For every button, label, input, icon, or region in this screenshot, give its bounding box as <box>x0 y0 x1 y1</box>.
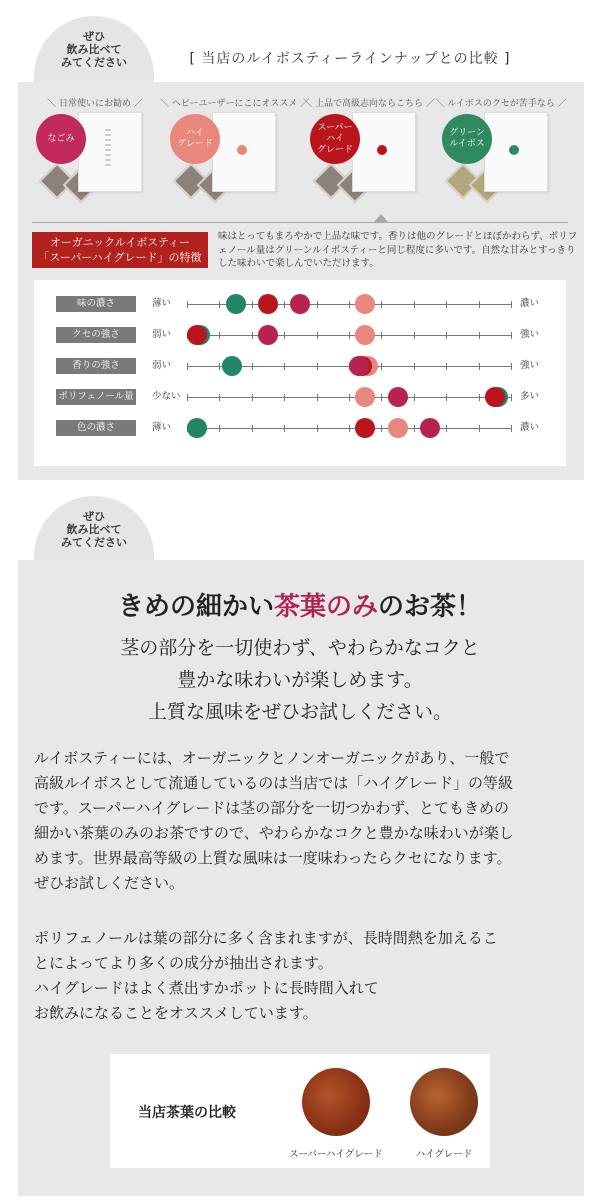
scale-tick <box>381 363 382 370</box>
scale-tick <box>349 332 350 339</box>
feature-label-line: オーガニックルイボスティー <box>49 236 191 249</box>
scale-tick <box>317 363 318 370</box>
scale-tick <box>479 394 480 401</box>
row-label: クセの強さ <box>56 327 136 343</box>
subheadline-line: 茎の部分を一切使わず、やわらかなコクと <box>120 637 480 659</box>
headline-accent: 茶葉のみ <box>273 592 378 622</box>
subheadline-line: 豊かな味わいが楽しめます。 <box>177 669 423 691</box>
rating-dot-nagomi <box>349 356 369 376</box>
rating-dot-nagomi <box>290 294 310 314</box>
scale-tick <box>187 301 188 308</box>
rating-dot-green-rooibos <box>187 418 207 438</box>
scale-tick <box>349 301 350 308</box>
scale-tick <box>187 394 188 401</box>
scale-high-label: 強い <box>520 329 540 340</box>
product-grade-badge: グリーン ルイボス <box>442 114 492 164</box>
scale-tick <box>511 394 512 401</box>
product-caption: ＼ ヘビーユーザーにこにオススメ ／ <box>160 99 310 109</box>
rating-dot-nagomi <box>258 325 278 345</box>
scale-high-label: 濃い <box>520 422 540 433</box>
product-package-image <box>212 112 276 192</box>
badge-line: 飲み比べて <box>66 42 122 56</box>
try-comparing-badge <box>34 496 154 562</box>
body-paragraph <box>34 926 574 1026</box>
leaf-caption: スーパーハイグレード <box>289 1149 383 1160</box>
scale-axis <box>187 397 511 398</box>
scale-tick <box>252 425 253 432</box>
scale-tick <box>284 301 285 308</box>
scale-tick <box>187 363 188 370</box>
product-caption: ＼ 日常使いにお勧め ／ <box>47 99 143 109</box>
scale-tick <box>381 425 382 432</box>
scale-tick <box>511 301 512 308</box>
scale-tick <box>479 332 480 339</box>
body-line: です。スーパーハイグレードは茎の部分を一切つかわず、とてもきめの <box>34 799 510 817</box>
feature-description: 味はとってもまろやかで上品な味です。香りは他のグレードとほぼかわらず、ポリフェノール量はグリーンルイボスティーと同じ程度に多いです。自然な甘みとすっきりした味わいで楽しんでいただけます。 <box>218 231 578 269</box>
scale-tick <box>414 394 415 401</box>
body-line: めます。世界最高等級の上質な風味は一度味わったらクセになります。 <box>34 849 512 867</box>
lineup-comparison-title: [ 当店のルイボスティーラインナップとの比較 ] <box>189 51 511 67</box>
scale-tick <box>219 332 220 339</box>
scale-tick <box>284 332 285 339</box>
scale-tick <box>414 363 415 370</box>
rating-dot-super-high-grade <box>258 294 278 314</box>
scale-tick <box>511 332 512 339</box>
scale-tick <box>446 425 447 432</box>
product-super-high-grade[interactable] <box>300 96 438 206</box>
scale-tick <box>317 394 318 401</box>
scale-high-label: 濃い <box>520 298 540 309</box>
body-line: ルイボスティーには、オーガニックとノンオーガニックがあり、一般で <box>34 749 510 767</box>
scale-tick <box>284 363 285 370</box>
scale-tick <box>284 425 285 432</box>
badge-line: ぜひ <box>83 509 105 523</box>
badge-line: みてください <box>61 55 127 69</box>
rating-dot-high-grade <box>388 418 408 438</box>
product-high-grade[interactable] <box>160 96 310 206</box>
scale-high-label: 強い <box>520 360 540 371</box>
rating-dot-green-rooibos <box>222 356 242 376</box>
rating-dot-high-grade <box>355 387 375 407</box>
scale-tick <box>511 363 512 370</box>
body-line: お飲みになることをオススメしています。 <box>34 1004 318 1022</box>
body-line: とによってより多くの成分が抽出されます。 <box>34 954 333 972</box>
scale-tick <box>479 301 480 308</box>
row-label: ポリフェノール量 <box>56 389 136 405</box>
scale-tick <box>479 425 480 432</box>
scale-low-label: 少ない <box>152 391 181 402</box>
characteristics-chart <box>34 280 566 466</box>
try-comparing-badge <box>34 16 154 82</box>
scale-low-label: 弱い <box>152 329 172 340</box>
scale-high-label: 多い <box>520 391 540 402</box>
body-line: ハイグレードはよく煮出すかポットに長時間入れて <box>34 979 379 997</box>
super-high-grade-leaf-image <box>302 1068 370 1136</box>
scale-tick <box>414 425 415 432</box>
body-line: ぜひお試しください。 <box>34 874 185 892</box>
scale-tick <box>479 363 480 370</box>
product-caption: ＼ ルイボスのクセが苦手なら ／ <box>435 99 567 109</box>
rating-dot-high-grade <box>355 325 375 345</box>
scale-axis <box>187 428 511 429</box>
leaf-comparison-box <box>110 1054 490 1168</box>
rating-dot-green-rooibos <box>226 294 246 314</box>
scale-tick <box>446 332 447 339</box>
body-line: ポリフェノールは葉の部分に多く含まれますが、長時間熱を加えるこ <box>34 929 498 947</box>
body-line: 細かい茶葉のみのお茶ですので、やわらかなコクと豊かな味わいが楽し <box>34 824 514 842</box>
scale-tick <box>252 301 253 308</box>
scale-tick <box>252 332 253 339</box>
selected-product-pointer <box>374 214 388 222</box>
scale-tick <box>219 301 220 308</box>
product-package-image <box>484 112 548 192</box>
rating-dot-super-high-grade <box>187 325 207 345</box>
subheadline <box>0 632 600 728</box>
scale-tick <box>511 425 512 432</box>
scale-tick <box>349 394 350 401</box>
leaf-comparison-title: 当店茶葉の比較 <box>138 1105 236 1121</box>
product-green-rooibos[interactable] <box>432 96 570 206</box>
scale-tick <box>414 332 415 339</box>
scale-low-label: 薄い <box>152 422 172 433</box>
product-grade-badge: スーパー ハイ グレード <box>310 114 360 164</box>
scale-tick <box>317 301 318 308</box>
divider <box>32 222 568 223</box>
product-caption: ＼ 上品で高級志向ならこちら ／ <box>303 99 435 109</box>
scale-tick <box>219 425 220 432</box>
feature-label-line: 「スーパーハイグレード」の特徴 <box>38 251 202 264</box>
rating-dot-high-grade <box>355 294 375 314</box>
headline <box>0 586 600 623</box>
headline-text: のお茶！ <box>378 592 483 622</box>
badge-line: みてください <box>61 535 127 549</box>
scale-tick <box>446 301 447 308</box>
scale-tick <box>252 394 253 401</box>
scale-tick <box>317 425 318 432</box>
product-grade-badge: なごみ <box>36 114 86 164</box>
leaf-caption: ハイグレード <box>415 1149 473 1160</box>
scale-tick <box>317 332 318 339</box>
row-label: 香りの強さ <box>56 358 136 374</box>
body-paragraph <box>34 746 574 896</box>
scale-tick <box>414 301 415 308</box>
scale-low-label: 薄い <box>152 298 172 309</box>
rating-dot-super-high-grade <box>355 418 375 438</box>
high-grade-leaf-image <box>410 1068 478 1136</box>
rating-dot-nagomi <box>420 418 440 438</box>
product-package-image <box>78 112 142 192</box>
scale-tick <box>446 394 447 401</box>
product-package-image <box>352 112 416 192</box>
scale-tick <box>349 425 350 432</box>
scale-tick <box>219 363 220 370</box>
scale-tick <box>284 394 285 401</box>
feature-label <box>32 232 208 268</box>
scale-tick <box>252 363 253 370</box>
scale-tick <box>446 363 447 370</box>
scale-tick <box>381 394 382 401</box>
scale-low-label: 弱い <box>152 360 172 371</box>
scale-tick <box>219 394 220 401</box>
subheadline-line: 上質な風味をぜひお試しください。 <box>147 701 452 723</box>
scale-tick <box>381 332 382 339</box>
badge-line: ぜひ <box>83 29 105 43</box>
scale-tick <box>381 301 382 308</box>
rating-dot-super-high-grade <box>485 387 505 407</box>
row-label: 色の濃さ <box>56 420 136 436</box>
rating-dot-nagomi <box>388 387 408 407</box>
scale-axis <box>187 335 511 336</box>
product-grade-badge: ハイ グレード <box>170 114 220 164</box>
product-nagomi[interactable] <box>26 96 164 206</box>
body-line: 高級ルイボスとして流通しているのは当店では「ハイグレード」の等級 <box>34 774 513 792</box>
row-label: 味の濃さ <box>56 296 136 312</box>
headline-text: きめの細かい <box>117 592 274 622</box>
badge-line: 飲み比べて <box>66 522 122 536</box>
